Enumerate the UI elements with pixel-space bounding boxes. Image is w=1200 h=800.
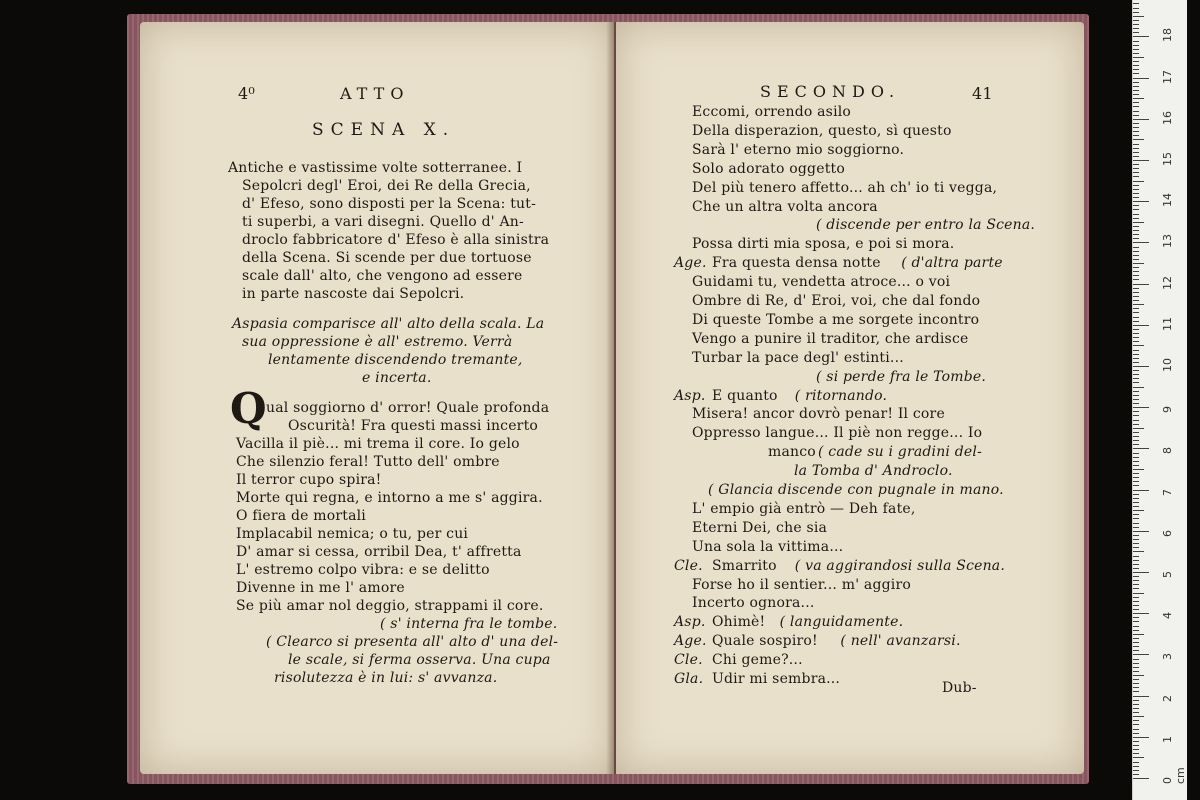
ruler-tick — [1133, 41, 1139, 42]
ruler-tick — [1133, 535, 1139, 536]
verse-text: Ohimè! — [712, 614, 766, 631]
ruler-tick — [1133, 560, 1139, 561]
ruler-tick — [1133, 584, 1139, 585]
ruler-number: 9 — [1161, 406, 1174, 414]
ruler-tick — [1133, 78, 1149, 79]
ruler-tick — [1133, 720, 1139, 721]
ruler-tick — [1133, 407, 1149, 408]
ruler-tick — [1133, 111, 1139, 112]
ruler-tick — [1133, 345, 1144, 346]
stage-direction: ( discende per entro la Scena. — [816, 217, 1036, 234]
ruler-tick — [1133, 494, 1139, 495]
text-line: Aspasia comparisce all' alto della scala. La — [232, 316, 545, 332]
ruler-tick — [1133, 296, 1139, 297]
ruler-number: 14 — [1161, 193, 1174, 208]
ruler-tick — [1133, 687, 1139, 688]
ruler-tick — [1133, 403, 1139, 404]
verse-text: Eterni Dei, che sia — [692, 519, 828, 536]
ruler-tick — [1133, 341, 1139, 342]
ruler-tick — [1133, 650, 1139, 651]
ruler-tick — [1133, 267, 1139, 268]
ruler-number: 5 — [1161, 571, 1174, 578]
ruler-tick — [1133, 370, 1139, 371]
stage-direction: ( ritornando. — [794, 387, 888, 404]
ruler-tick — [1133, 300, 1139, 301]
ruler-tick — [1133, 420, 1139, 421]
text-line: droclo fabbricatore d' Efeso è alla sinistra — [242, 232, 550, 248]
stage-direction: ( cade su i gradini del- — [818, 444, 983, 461]
ruler-tick — [1133, 762, 1139, 763]
verse-text: Turbar la pace degl' estinti... — [692, 349, 904, 366]
verse-text: Oppresso langue... Il piè non regge... Io — [692, 425, 983, 442]
ruler-tick — [1133, 209, 1139, 210]
ruler-tick — [1133, 20, 1139, 21]
ruler-number: 4 — [1161, 612, 1174, 620]
ruler-tick — [1133, 160, 1149, 161]
verse-text: Incerto ognora... — [692, 595, 815, 612]
ruler-tick — [1133, 193, 1139, 194]
direction-line: ( Clearco si presenta all' alto d' una del- — [266, 634, 559, 650]
ruler-tick — [1133, 197, 1139, 198]
ruler-tick — [1133, 90, 1139, 91]
ruler-tick — [1133, 181, 1144, 182]
ruler-tick — [1133, 518, 1139, 519]
verse-text: Della disperazion, questo, sì questo — [692, 122, 952, 139]
scene-title: SCENA X. — [312, 120, 456, 140]
ruler-tick — [1133, 185, 1139, 186]
ruler-tick — [1133, 477, 1139, 478]
ruler-tick — [1133, 770, 1139, 771]
ruler-tick — [1133, 312, 1139, 313]
ruler-tick — [1133, 127, 1139, 128]
ruler-tick — [1133, 255, 1139, 256]
verse-line: L' estremo colpo vibra: e se delitto — [236, 562, 490, 578]
ruler-tick — [1133, 642, 1139, 643]
verse-line: Il terror cupo spira! — [236, 472, 382, 488]
ruler-tick — [1133, 247, 1139, 248]
ruler-tick — [1133, 469, 1144, 470]
ruler-tick — [1133, 667, 1139, 668]
ruler-tick — [1133, 741, 1139, 742]
ruler-tick — [1133, 543, 1139, 544]
ruler-number: 3 — [1161, 653, 1174, 661]
measuring-ruler — [1132, 0, 1187, 800]
ruler-tick — [1133, 485, 1139, 486]
ruler-tick — [1133, 292, 1139, 293]
text-line: in parte nascoste dai Sepolcri. — [242, 286, 465, 302]
speaker-label: Cle. — [674, 652, 703, 669]
ruler-tick — [1133, 745, 1139, 746]
ruler-number: 7 — [1161, 488, 1174, 496]
verse-text: Ombre di Re, d' Eroi, voi, che dal fondo — [692, 293, 981, 309]
ruler-tick — [1133, 551, 1144, 552]
drop-cap: Q — [230, 384, 267, 433]
direction-line: risolutezza è in lui: s' avvanza. — [274, 670, 498, 686]
ruler-tick — [1133, 61, 1139, 62]
text-line: e incerta. — [362, 370, 432, 386]
ruler-tick — [1133, 465, 1139, 466]
verse-text: Guidami tu, vendetta atroce... o voi — [692, 274, 951, 291]
ruler-tick — [1133, 144, 1139, 145]
ruler-tick — [1133, 218, 1139, 219]
text-line: Sepolcri degl' Eroi, dei Re della Grecia, — [242, 178, 531, 194]
text-line: sua oppressione è all' estremo. Verrà — [242, 334, 513, 350]
verse-text: E quanto — [712, 387, 778, 404]
ruler-tick — [1133, 164, 1139, 165]
ruler-number: 1 — [1161, 735, 1174, 743]
ruler-tick — [1133, 3, 1139, 4]
ruler-number: 18 — [1161, 28, 1174, 43]
ruler-tick — [1133, 12, 1139, 13]
ruler-tick — [1133, 774, 1139, 775]
verse-text: Eccomi, orrendo asilo — [692, 104, 852, 120]
catchword: Dub- — [942, 680, 977, 696]
ruler-tick — [1133, 366, 1149, 367]
ruler-tick — [1133, 378, 1139, 379]
ruler-tick — [1133, 428, 1144, 429]
ruler-tick — [1133, 663, 1139, 664]
ruler-tick — [1133, 630, 1139, 631]
ruler-tick — [1133, 152, 1139, 153]
stage-direction: la Tomba d' Androclo. — [794, 463, 953, 480]
ruler-tick — [1133, 613, 1149, 614]
ruler-tick — [1133, 415, 1139, 416]
ruler-tick — [1133, 498, 1139, 499]
ruler-tick — [1133, 523, 1139, 524]
ruler-tick — [1133, 679, 1139, 680]
verse-text: Udir mi sembra... — [712, 671, 841, 687]
ruler-tick — [1133, 729, 1139, 730]
verse-line: Morte qui regna, e intorno a me s' aggira. — [236, 490, 543, 506]
ruler-number: 10 — [1161, 358, 1174, 372]
ruler-tick — [1133, 86, 1139, 87]
ruler-tick — [1133, 36, 1149, 37]
ruler-tick — [1133, 749, 1139, 750]
speaker-label: Asp. — [674, 614, 706, 631]
ruler-tick — [1133, 263, 1144, 264]
ruler-tick — [1133, 49, 1139, 50]
ruler-tick — [1133, 24, 1139, 25]
ruler-tick — [1133, 251, 1139, 252]
stage-direction: ( si perde fra le Tombe. — [816, 368, 986, 385]
ruler-tick — [1133, 28, 1139, 29]
ruler-tick — [1133, 16, 1144, 17]
ruler-tick — [1133, 411, 1139, 412]
ruler-tick — [1133, 580, 1139, 581]
ruler-tick — [1133, 424, 1139, 425]
ruler-tick — [1133, 448, 1149, 449]
ruler-tick — [1133, 53, 1139, 54]
stage-direction: ( nell' avanzarsi. — [840, 633, 961, 650]
ruler-number: 16 — [1161, 110, 1174, 125]
verse-line: O fiera de mortali — [236, 508, 366, 524]
ruler-tick — [1133, 638, 1139, 639]
ruler-tick — [1133, 712, 1139, 713]
ruler-tick — [1133, 325, 1149, 326]
running-head: ATTO — [340, 84, 410, 103]
ruler-tick — [1133, 32, 1139, 33]
ruler-tick — [1133, 106, 1139, 107]
verse-text: Fra questa densa notte — [712, 255, 881, 272]
ruler-tick — [1133, 646, 1139, 647]
verse-text: L' empio già entrò — Deh fate, — [692, 500, 916, 517]
ruler-tick — [1133, 304, 1144, 305]
ruler-tick — [1133, 576, 1139, 577]
ruler-tick — [1133, 275, 1139, 276]
ruler-number: 0 cm — [1161, 767, 1187, 784]
ruler-tick — [1133, 605, 1139, 606]
ruler-tick — [1133, 531, 1149, 532]
ruler-tick — [1133, 514, 1139, 515]
ruler-tick — [1133, 226, 1139, 227]
stage-direction: ( va aggirandosi sulla Scena. — [794, 557, 1006, 574]
ruler-tick — [1133, 626, 1139, 627]
ruler-number: 11 — [1161, 316, 1174, 331]
ruler-tick — [1133, 205, 1139, 206]
ruler-tick — [1133, 259, 1139, 260]
ruler-tick — [1133, 696, 1149, 697]
ruler-tick — [1133, 333, 1139, 334]
ruler-tick — [1133, 440, 1139, 441]
verse-text: Del più tenero affetto... ah ch' io ti vegga, — [692, 179, 998, 196]
ruler-tick — [1133, 461, 1139, 462]
ruler-tick — [1133, 123, 1139, 124]
ruler-tick — [1133, 73, 1139, 74]
ruler-tick — [1133, 737, 1149, 738]
ruler-tick — [1133, 753, 1139, 754]
ruler-tick — [1133, 98, 1144, 99]
ruler-tick — [1133, 374, 1139, 375]
ruler-tick — [1133, 724, 1139, 725]
page-number: 41 — [972, 84, 993, 103]
ruler-tick — [1133, 473, 1139, 474]
ruler-tick — [1133, 391, 1139, 392]
ruler-tick — [1133, 308, 1139, 309]
verse-text: Solo adorato oggetto — [692, 160, 845, 177]
ruler-tick — [1133, 510, 1144, 511]
ruler-tick — [1133, 757, 1144, 758]
ruler-tick — [1133, 321, 1139, 322]
ruler-number: 2 — [1161, 694, 1174, 702]
ruler-tick — [1133, 778, 1149, 779]
stage-direction: ( languidamente. — [779, 614, 904, 631]
stage-direction: ( Glancia discende con pugnale in mano. — [708, 482, 1004, 498]
ruler-tick — [1133, 115, 1139, 116]
ruler-tick — [1133, 700, 1139, 701]
ruler-tick — [1133, 362, 1139, 363]
ruler-tick — [1133, 284, 1149, 285]
ruler-tick — [1133, 716, 1144, 717]
ruler-tick — [1133, 214, 1139, 215]
ruler-tick — [1133, 8, 1139, 9]
verse-line: Oscurità! Fra questi massi incerto — [288, 418, 539, 434]
ruler-tick — [1133, 238, 1139, 239]
verse-text: Quale sospiro! — [712, 633, 818, 650]
verse-text: Una sola la vittima... — [692, 538, 844, 555]
ruler-tick — [1133, 65, 1139, 66]
ruler-tick — [1133, 527, 1139, 528]
ruler-tick — [1133, 564, 1139, 565]
direction-line: le scale, si ferma osserva. Una cupa — [288, 652, 551, 668]
ruler-tick — [1133, 350, 1139, 351]
ruler-tick — [1133, 704, 1139, 705]
ruler-tick — [1133, 547, 1139, 548]
ruler-tick — [1133, 453, 1139, 454]
ruler-tick — [1133, 506, 1139, 507]
ruler-tick — [1133, 609, 1139, 610]
text-line: Antiche e vastissime volte sotterranee. I — [228, 160, 523, 176]
page-number: 4⁰ — [238, 84, 255, 103]
text-line: scale dall' alto, che vengono ad essere — [242, 268, 523, 284]
ruler-tick — [1133, 436, 1139, 437]
ruler-tick — [1133, 189, 1139, 190]
ruler-tick — [1133, 617, 1139, 618]
ruler-tick — [1133, 135, 1139, 136]
ruler-tick — [1133, 329, 1139, 330]
ruler-tick — [1133, 201, 1149, 202]
verse-line: Che silenzio feral! Tutto dell' ombre — [236, 454, 500, 470]
ruler-number: 17 — [1161, 69, 1174, 84]
ruler-tick — [1133, 234, 1139, 235]
verse-text: Smarrito — [712, 557, 777, 574]
ruler-tick — [1133, 675, 1144, 676]
ruler-tick — [1133, 317, 1139, 318]
ruler-tick — [1133, 432, 1139, 433]
ruler-tick — [1133, 691, 1139, 692]
verse-text: Chi geme?... — [712, 652, 803, 669]
verse-text: Vengo a punire il traditor, che ardisce — [692, 330, 969, 347]
ruler-tick — [1133, 57, 1144, 58]
ruler-tick — [1133, 588, 1139, 589]
ruler-tick — [1133, 271, 1139, 272]
verse-line: D' amar si cessa, orribil Dea, t' affretta — [236, 544, 522, 560]
ruler-tick — [1133, 634, 1144, 635]
ruler-tick — [1133, 358, 1139, 359]
ruler-tick — [1133, 395, 1139, 396]
ruler-tick — [1133, 230, 1139, 231]
ruler-tick — [1133, 597, 1139, 598]
speaker-label: Cle. — [674, 557, 703, 574]
text-line: lentamente discendendo tremante, — [268, 352, 523, 368]
direction-line: ( s' interna fra le tombe. — [380, 616, 558, 632]
ruler-tick — [1133, 382, 1139, 383]
ruler-tick — [1133, 288, 1139, 289]
verse-line: Divenne in me l' amore — [236, 580, 405, 596]
running-head: SECONDO. — [760, 82, 901, 101]
ruler-tick — [1133, 572, 1149, 573]
ruler-number: 6 — [1161, 529, 1174, 537]
ruler-tick — [1133, 556, 1139, 557]
ruler-tick — [1133, 457, 1139, 458]
verse-text: Che un altra volta ancora — [692, 198, 878, 215]
ruler-tick — [1133, 683, 1139, 684]
ruler-tick — [1133, 119, 1149, 120]
verse-line: Implacabil nemica; o tu, per cui — [236, 526, 469, 542]
ruler-tick — [1133, 766, 1139, 767]
ruler-tick — [1133, 387, 1144, 388]
ruler-tick — [1133, 354, 1139, 355]
verse-text: manco — [768, 444, 816, 461]
stage-direction: ( d'altra parte — [901, 255, 1003, 272]
ruler-tick — [1133, 69, 1139, 70]
ruler-tick — [1133, 148, 1139, 149]
ruler-tick — [1133, 242, 1149, 243]
ruler-tick — [1133, 659, 1139, 660]
text-line: ti superbi, a vari disegni. Quello d' An- — [242, 214, 524, 230]
ruler-tick — [1133, 45, 1139, 46]
verse-text: Sarà l' eterno mio soggiorno. — [692, 141, 905, 158]
ruler-tick — [1133, 568, 1139, 569]
verse-text: Di queste Tombe a me sorgete incontro — [692, 311, 980, 328]
text-line: della Scena. Si scende per due tortuose — [242, 250, 532, 266]
ruler-number: 15 — [1161, 152, 1174, 166]
ruler-number: 12 — [1161, 275, 1174, 290]
ruler-tick — [1133, 176, 1139, 177]
ruler-tick — [1133, 168, 1139, 169]
ruler-tick — [1133, 279, 1139, 280]
verse-line: Se più amar nol deggio, strappami il core. — [236, 598, 544, 614]
speaker-label: Age. — [674, 633, 707, 650]
ruler-tick — [1133, 708, 1139, 709]
ruler-tick — [1133, 601, 1139, 602]
ruler-tick — [1133, 172, 1139, 173]
verse-line: ual soggiorno d' orror! Quale profonda — [266, 400, 550, 416]
ruler-number: 13 — [1161, 234, 1174, 249]
verse-text: Forse ho il sentier... m' aggiro — [692, 576, 911, 593]
ruler-tick — [1133, 94, 1139, 95]
speaker-label: Gla. — [674, 671, 704, 687]
right-page — [616, 22, 1084, 774]
verse-text: Misera! ancor dovrò penar! Il core — [692, 406, 945, 423]
ruler-tick — [1133, 131, 1139, 132]
ruler-tick — [1133, 654, 1149, 655]
ruler-tick — [1133, 82, 1139, 83]
ruler-tick — [1133, 539, 1139, 540]
ruler-tick — [1133, 481, 1139, 482]
verse-line: Vacilla il piè... mi trema il core. Io gelo — [236, 436, 520, 452]
left-page — [140, 22, 614, 774]
ruler-tick — [1133, 593, 1144, 594]
verse-text: Possa dirti mia sposa, e poi si mora. — [692, 236, 955, 253]
ruler-tick — [1133, 733, 1139, 734]
ruler-tick — [1133, 490, 1149, 491]
ruler-tick — [1133, 156, 1139, 157]
ruler-number: 8 — [1161, 447, 1174, 455]
text-line: d' Efeso, sono disposti per la Scena: tut- — [242, 196, 537, 212]
ruler-tick — [1133, 399, 1139, 400]
ruler-tick — [1133, 222, 1144, 223]
speaker-label: Age. — [674, 255, 707, 272]
ruler-tick — [1133, 502, 1139, 503]
ruler-tick — [1133, 139, 1144, 140]
ruler-tick — [1133, 621, 1139, 622]
ruler-tick — [1133, 671, 1139, 672]
ruler-tick — [1133, 102, 1139, 103]
ruler-tick — [1133, 337, 1139, 338]
speaker-label: Asp. — [674, 387, 706, 404]
ruler-tick — [1133, 444, 1139, 445]
